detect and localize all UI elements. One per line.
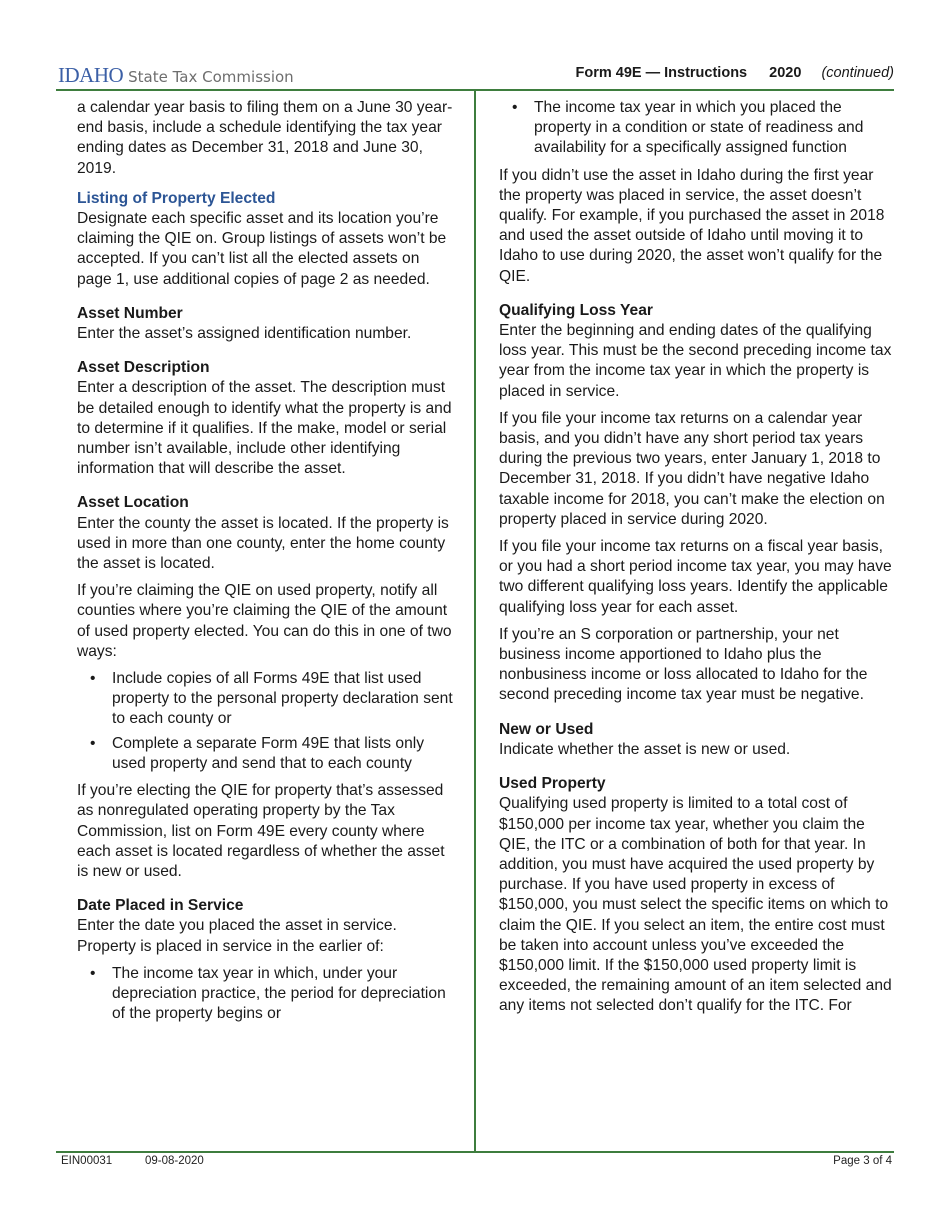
used-property-section <box>499 774 895 1016</box>
asset-number-section <box>77 304 455 344</box>
nonregulated-text: If you’re electing the QIE for property that’s assessed as nonregulated operating property by the Tax Commission, list on Form 49E every county where each asset is located regardless of whether the asset is new or used. <box>77 782 445 880</box>
asset-location-text: Enter the county the asset is located. If the property is used in more than one county, enter the home county the asset is located. <box>77 514 449 573</box>
form-title-block <box>576 65 895 81</box>
listing-text: Designate each specific asset and its location you’re claiming the QIE on. Group listings of assets won’t be accepted. If you can’t list all the elected assets on page 1, use additional copies of page 2 as needed. <box>77 210 447 288</box>
form-title: Form 49E — Instructions <box>575 65 748 81</box>
date-placed-bullets <box>77 964 455 1025</box>
fiscal-year-text: If you file your income tax returns on a fiscal year basis, or you had a short period income tax year, you may have two different qualifying loss years. Identify the applicable qualifying loss year for each asset. <box>499 538 892 616</box>
calendar-year-text: If you file your income tax returns on a calendar year basis, and you didn’t have any short period tax years during the previous two years, enter January 1, 2018 to December 31, 2018. If you didn’t have negative Idaho taxable income for 2018, you can’t make the election on property placed in service during 2020. <box>499 409 885 528</box>
asset-number-text: Enter the asset’s assigned identification number. <box>77 325 412 343</box>
idaho-logo <box>58 63 294 88</box>
revision-date: 09-08-2020 <box>145 1155 204 1167</box>
used-property-heading: Used Property <box>499 775 606 793</box>
used-property-bullets <box>77 669 455 774</box>
date-placed-bullets-cont <box>499 98 895 159</box>
logo-mark: IDAHO <box>58 63 124 87</box>
agency-name: State Tax Commission <box>128 68 294 86</box>
asset-description-heading: Asset Description <box>77 359 210 377</box>
listing-section <box>77 189 455 290</box>
asset-number-heading: Asset Number <box>77 304 183 322</box>
form-year: 2020 <box>769 65 802 81</box>
s-corp-text: If you’re an S corporation or partnership, your net business income apportioned to Idaho plus the nonbusiness income or loss allocated to Idaho for the second preceding income tax year must be negative. <box>499 625 868 704</box>
right-column <box>499 98 895 1024</box>
used-property-text: Qualifying used property is limited to a total cost of $150,000 per income tax year, whether you claim the QIE, the ITC or a combination of both for that year. In addition, you must have acquired the used property by purchase. If you have used property in excess of $150,000, you must select the specific items on which to claim the QIE. If you select an item, the entire cost must be taken into account unless you’ve exceeded the $150,000 limit. If the $150,000 used property limit is exceeded, the remaining amount of an item selected and any items not selected don’t qualify for the ITC. For <box>499 795 892 1015</box>
list-item: • Complete a separate Form 49E that lists only used property and send that to each county <box>77 734 455 774</box>
idaho-use-text: If you didn’t use the asset in Idaho during the first year the property was placed in service, the asset doesn’t qualify. For example, if you purchased the asset in 2018 and used the asset outside of Idaho until moving it to Idaho to use during 2020, the asset won’t qualify for the QIE. <box>499 166 885 285</box>
list-item: • Include copies of all Forms 49E that list used property to the personal property declaration sent to each county or <box>77 669 455 730</box>
list-item: • The income tax year in which, under your depreciation practice, the period for depreciation of the property begins or <box>77 964 455 1025</box>
form-code: EIN00031 <box>61 1155 113 1167</box>
listing-heading: Listing of Property Elected <box>77 189 276 207</box>
loss-year-text: Enter the beginning and ending dates of the qualifying loss year. This must be the second preceding income tax year from the income tax year in which the property is placed in service. <box>499 322 892 400</box>
date-placed-section <box>77 896 455 1024</box>
left-column <box>77 98 455 1031</box>
date-placed-heading: Date Placed in Service <box>77 897 244 915</box>
list-item: • The income tax year in which you placed the property in a condition or state of readiness and availability for a specifically assigned function <box>499 98 895 159</box>
intro-paragraph: a calendar year basis to filing them on a June 30 year-end basis, include a schedule identifying the tax year ending dates as December 31, 2018 and June 30, 2019. <box>77 99 453 177</box>
loss-year-heading: Qualifying Loss Year <box>499 301 653 319</box>
asset-description-section <box>77 358 455 479</box>
asset-location-section <box>77 493 455 882</box>
used-property-notice: If you’re claiming the QIE on used property, notify all counties where you’re claiming the QIE of the amount of used property elected. You can do this in one of two ways: <box>77 582 452 660</box>
asset-description-text: Enter a description of the asset. The description must be detailed enough to identify what the property is and to determine if it qualifies. If the make, model or serial number isn’t available, include other identifying information that will describe the asset. <box>77 379 452 478</box>
new-used-text: Indicate whether the asset is new or used. <box>499 740 791 758</box>
loss-year-section <box>499 301 895 706</box>
new-used-section <box>499 720 895 760</box>
column-divider <box>474 89 476 1153</box>
page-number: Page 3 of 4 <box>833 1155 892 1167</box>
new-used-heading: New or Used <box>499 720 594 738</box>
asset-location-heading: Asset Location <box>77 494 189 512</box>
date-placed-text: Enter the date you placed the asset in service. Property is placed in service in the earlier of: <box>77 917 397 955</box>
continued-label: (continued) <box>821 65 894 81</box>
page-header <box>58 62 894 86</box>
footer-rule <box>56 1151 894 1153</box>
